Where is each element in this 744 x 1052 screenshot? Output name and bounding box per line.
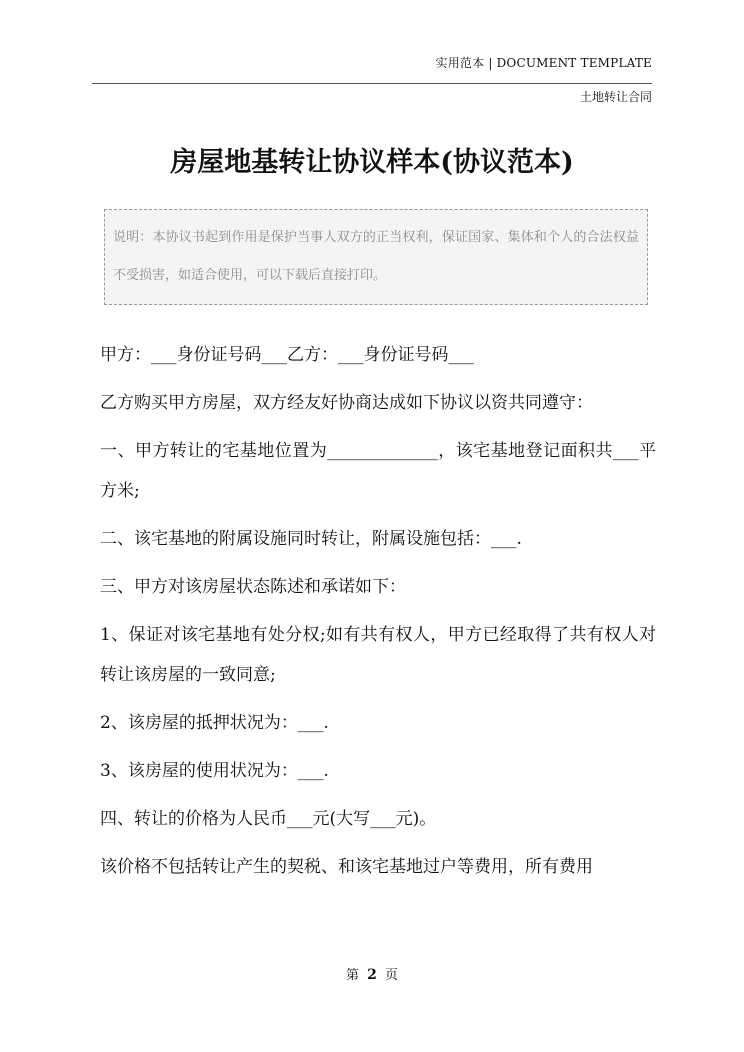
paragraph-item-2: 2、该房屋的抵押状况为：___. bbox=[100, 713, 329, 733]
note-box bbox=[104, 209, 648, 305]
page-number: 2 bbox=[367, 967, 377, 983]
footer-suffix: 页 bbox=[385, 968, 399, 983]
document-title: 房屋地基转让协议样本(协议范本) bbox=[170, 147, 574, 178]
paragraph-intro: 乙方购买甲方房屋，双方经友好协商达成如下协议以资共同遵守： bbox=[100, 393, 593, 413]
note-text: 说明：本协议书起到作用是保护当事人双方的正当权利，保证国家、集体和个人的合法权益不受损害，如适合使用，可以下载后直接打印。 bbox=[113, 230, 639, 283]
paragraph-clause-3: 三、甲方对该房屋状态陈述和承诺如下： bbox=[100, 577, 406, 597]
paragraph-clause-1: 一、甲方转让的宅基地位置为_____________，该宅基地登记面积共___平方米; bbox=[100, 441, 656, 501]
document-body bbox=[100, 335, 656, 895]
header-category: 土地转让合同 bbox=[579, 90, 652, 104]
paragraph-clause-2: 二、该宅基地的附属设施同时转让，附属设施包括：___. bbox=[100, 529, 522, 549]
header-divider bbox=[92, 83, 652, 84]
footer-prefix: 第 bbox=[345, 968, 359, 983]
paragraph-parties: 甲方：___身份证号码___乙方：___身份证号码___ bbox=[100, 345, 474, 365]
paragraph-price-note: 该价格不包括转让产生的契税、和该宅基地过户等费用，所有费用 bbox=[100, 857, 593, 877]
header-doc-template: 实用范本 | DOCUMENT TEMPLATE bbox=[435, 56, 652, 70]
paragraph-clause-4: 四、转让的价格为人民币___元(大写___元)。 bbox=[100, 809, 437, 829]
paragraph-item-1: 1、保证对该宅基地有处分权;如有共有权人，甲方已经取得了共有权人对转让该房屋的一致同意; bbox=[100, 625, 656, 685]
page-footer bbox=[0, 964, 744, 983]
paragraph-item-3: 3、该房屋的使用状况为：___. bbox=[100, 761, 329, 781]
